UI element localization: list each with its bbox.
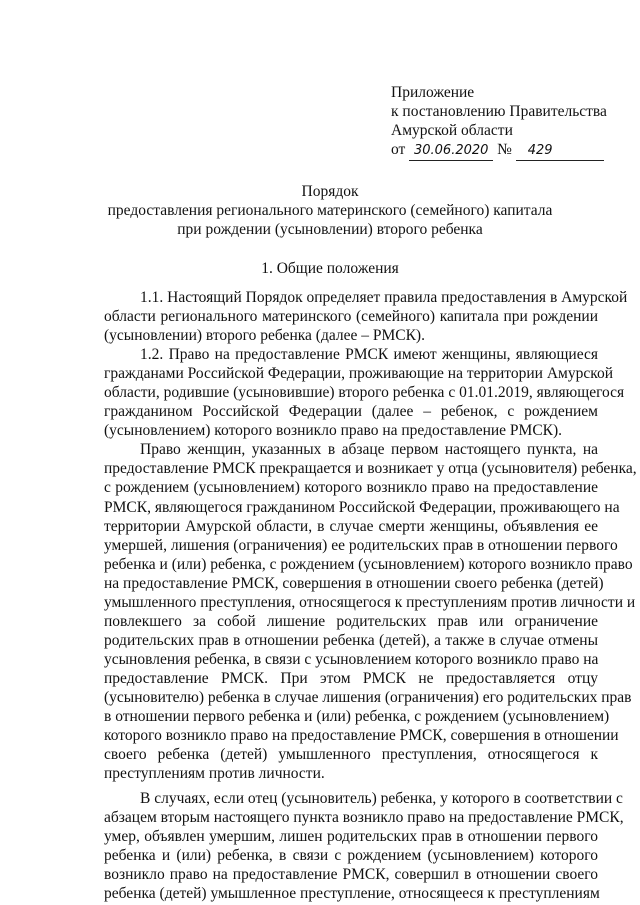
paragraph-line: гражданами Российской Федерации, проживающие на территории Амурской xyxy=(104,365,614,383)
paragraph-line: ребенка и (или) ребенка, в связи с рождением (усыновлением) которого xyxy=(104,847,598,865)
document-body xyxy=(104,288,637,904)
title-line-1: Порядок xyxy=(301,183,359,200)
paragraph-line: родительских прав в отношении ребенка (детей), а также в случае отмены xyxy=(104,631,598,649)
appendix-region-line: Амурской области xyxy=(391,122,513,139)
appendix-header xyxy=(391,83,607,161)
title-line-3: при рождении (усыновлении) второго ребенка xyxy=(177,221,483,238)
paragraph-line: В случаях, если отец (усыновитель) ребенка, у которого в соответствии с xyxy=(140,790,623,808)
document-title xyxy=(100,182,560,239)
paragraph-line: (усыновлении) второго ребенка (далее – РМСК). xyxy=(104,327,425,345)
section-heading: 1. Общие положения xyxy=(261,260,399,277)
paragraph-line: умершей, лишения (ограничения) ее родительских прав в отношении первого xyxy=(104,536,618,554)
paragraph-line: которого возникло право на предоставление РМСК, совершения в отношении xyxy=(104,727,619,745)
paragraph-line: Право женщин, указанных в абзаце первом настоящего пункта, на xyxy=(140,441,598,459)
paragraph-line: ребенка и (или) ребенка, с рождением (усыновлением) которого возникло право xyxy=(104,555,633,573)
paragraph-line: территории Амурской области, в случае смерти женщины, объявления ее xyxy=(104,517,598,535)
paragraph-line: умер, объявлен умершим, лишен родительских прав в отношении первого xyxy=(104,828,598,846)
paragraph xyxy=(104,440,637,783)
paragraph xyxy=(104,288,628,345)
handwritten-number: 429 xyxy=(516,141,604,161)
paragraph xyxy=(104,345,625,440)
paragraph-line: умышленного преступления, относящегося к преступлениям против личности и xyxy=(104,593,636,611)
appendix-label: Приложение xyxy=(391,84,475,101)
paragraph-line: (усыновителю) ребенка в случае лишения (ограничения) его родительских прав xyxy=(104,688,632,706)
paragraph-line: (усыновлением) которого возникло право на предоставление РМСК). xyxy=(104,422,563,440)
appendix-resolution-line: к постановлению Правительства xyxy=(391,103,607,120)
paragraph-line: области, родившие (усыновившие) второго ребенка с 01.01.2019, являющегося xyxy=(104,384,625,402)
title-line-2: предоставления регионального материнского (семейного) капитала xyxy=(107,202,553,219)
number-label: № xyxy=(497,141,512,158)
paragraph-line: 1.2. Право на предоставление РМСК имеют женщины, являющиеся xyxy=(140,346,598,364)
paragraph-line: 1.1. Настоящий Порядок определяет правила предоставления в Амурской xyxy=(140,289,628,306)
paragraph-line: абзацем вторым настоящего пункта возникло право на предоставление РМСК, xyxy=(104,809,624,827)
paragraph-line: предоставление РМСК прекращается и возникает у отца (усыновителя) ребенка, xyxy=(104,460,637,478)
appendix-date-number-line xyxy=(391,140,607,161)
paragraph xyxy=(104,789,624,903)
handwritten-date: 30.06.2020 xyxy=(409,141,493,161)
paragraph-line: с рождением (усыновлением) которого возникло право на предоставление xyxy=(104,479,598,497)
paragraph-line: предоставление РМСК. При этом РМСК не предоставляется отцу xyxy=(104,669,598,687)
paragraph-line: усыновления ребенка, в связи с усыновлением которого возникло право на xyxy=(104,650,599,668)
paragraph-line: РМСК, являющегося гражданином Российской Федерации, проживающего на xyxy=(104,498,620,516)
paragraph-line: преступлениям против личности. xyxy=(104,765,325,783)
from-label: от xyxy=(391,141,406,158)
paragraph-line: повлекшего за собой лишение родительских прав или ограничение xyxy=(104,612,598,630)
paragraph-line: на предоставление РМСК, совершения в отношении своего ребенка (детей) xyxy=(104,574,604,592)
paragraph-line: в отношении первого ребенка и (или) ребенка, с рождением (усыновлением) xyxy=(104,708,610,726)
paragraph-line: ребенка (детей) умышленное преступление, относящееся к преступлениям xyxy=(104,885,600,903)
paragraph-line: гражданином Российской Федерации (далее – ребенок, с рождением xyxy=(104,403,598,421)
paragraph-line: своего ребенка (детей) умышленного преступления, относящегося к xyxy=(104,746,598,764)
paragraph-line: области регионального материнского (семейного) капитала при рождении xyxy=(104,308,598,326)
paragraph-line: возникло право на предоставление РМСК, совершил в отношении своего xyxy=(104,866,598,884)
